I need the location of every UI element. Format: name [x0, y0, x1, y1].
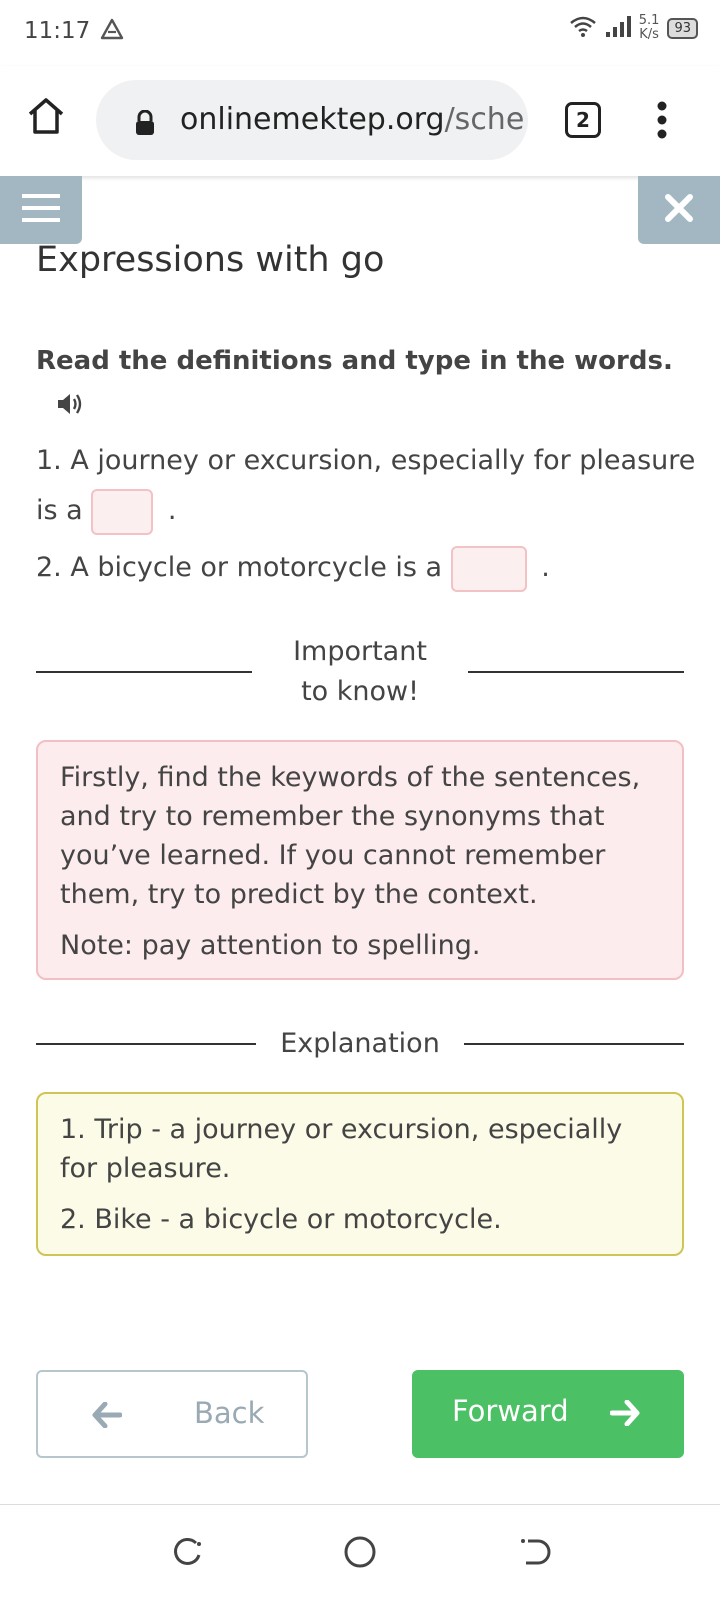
forward-button[interactable] [412, 1370, 684, 1458]
battery-indicator: 93 [667, 18, 698, 39]
more-vertical-icon[interactable] [656, 100, 668, 144]
close-button[interactable] [638, 176, 720, 244]
arrow-right-icon [610, 1400, 640, 1430]
status-time: 11:17 [24, 18, 91, 44]
divider-line [464, 1043, 684, 1045]
alert-triangle-icon [100, 18, 124, 44]
home-icon[interactable] [26, 96, 66, 140]
back-nav-icon[interactable] [518, 1535, 552, 1573]
explanation-divider [36, 1024, 684, 1064]
divider-line [36, 1043, 256, 1045]
divider-line [468, 671, 684, 673]
system-nav-bar [0, 1504, 720, 1600]
status-bar [0, 0, 720, 66]
menu-button[interactable] [0, 176, 82, 244]
browser-toolbar [0, 66, 720, 176]
explanation-item: 1. Trip - a journey or excursion, especially for pleasure. [60, 1114, 623, 1184]
explanation-item: 2. Bike - a bicycle or motorcycle. [60, 1204, 502, 1235]
explanation-box [36, 1092, 684, 1256]
back-button[interactable] [36, 1370, 308, 1458]
answer-input-2[interactable] [451, 546, 527, 592]
question-2: 2. A bicycle or motorcycle is a . [36, 544, 550, 592]
net-speed: 5.1 K/s [638, 13, 660, 42]
important-heading: Important to know! [293, 636, 427, 707]
forward-label: Forward [452, 1394, 569, 1428]
address-bar[interactable] [96, 80, 528, 160]
hint-note: Note: pay attention to spelling. [60, 930, 481, 961]
tab-switcher-button[interactable]: 2 [565, 102, 601, 138]
signal-icon [605, 15, 631, 41]
close-icon [664, 193, 694, 227]
recents-icon[interactable] [170, 1535, 204, 1573]
hint-paragraph: Firstly, find the keywords of the sentences, and try to remember the synonyms that you’ve learned. If you cannot remember them, try to predict by the context. [60, 762, 641, 910]
home-circle-icon[interactable] [343, 1535, 377, 1573]
lock-icon [134, 110, 156, 140]
menu-icon [22, 193, 60, 227]
back-label: Back [194, 1396, 265, 1430]
speaker-icon[interactable] [56, 392, 84, 420]
divider-line [36, 671, 252, 673]
arrow-left-icon [92, 1402, 122, 1432]
page-title: Expressions with go [36, 240, 385, 280]
answer-input-1[interactable] [91, 489, 153, 535]
instruction-text: Read the definitions and type in the words. [36, 346, 673, 376]
hint-box [36, 740, 684, 980]
wifi-icon [569, 15, 597, 41]
explanation-heading: Explanation [280, 1028, 440, 1059]
important-divider [36, 632, 684, 712]
url-text: onlinemektep.org/sche [180, 102, 525, 137]
question-1: 1. A journey or excursion, especially for pleasure is a . [36, 436, 696, 536]
